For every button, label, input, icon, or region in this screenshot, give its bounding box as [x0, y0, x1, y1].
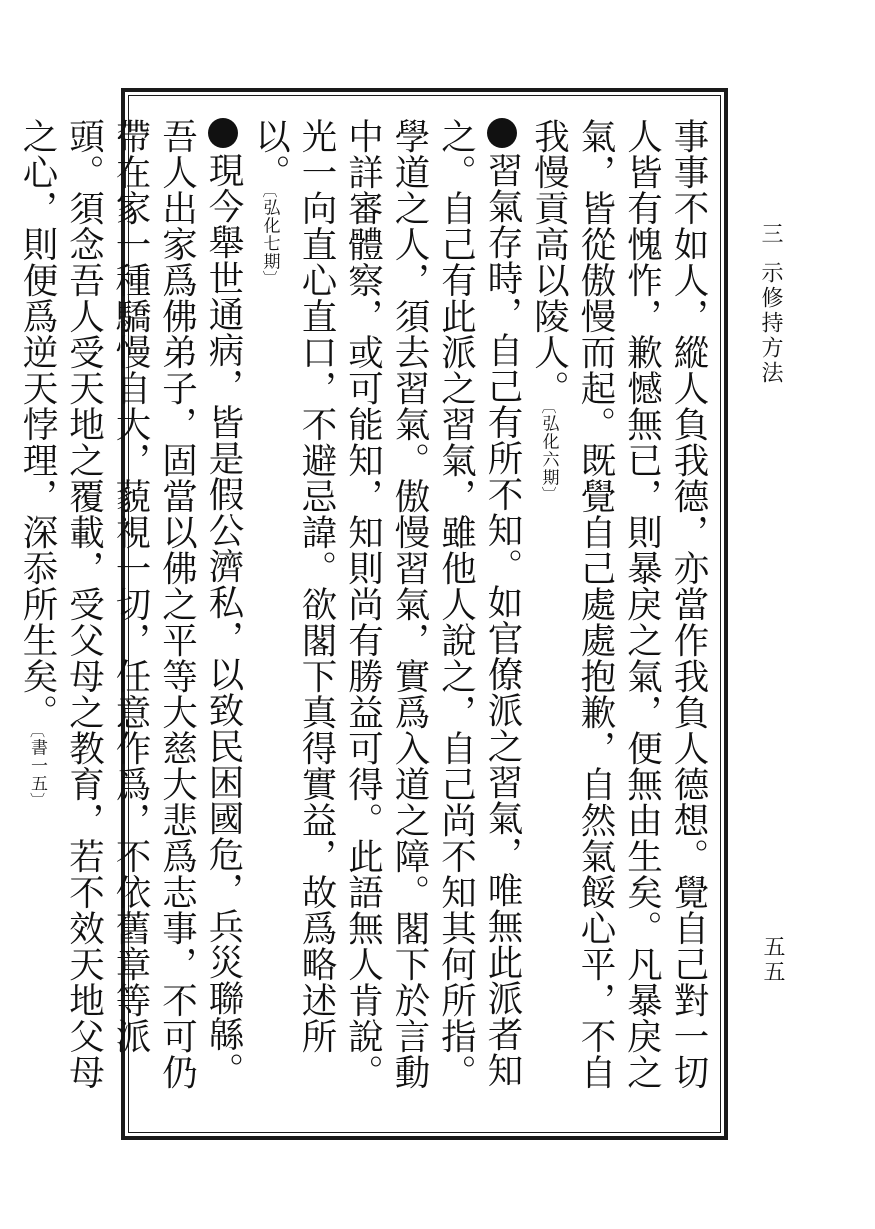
citation-1: 〔弘化六期〕 — [538, 406, 559, 503]
bullet-dot-icon — [208, 118, 238, 148]
page-number: 五五 — [760, 935, 785, 985]
paragraph-2 — [246, 118, 525, 1123]
paragraph-3-text: 現今舉世通病，皆是假公濟私，以致民困國危，兵災聯緜。吾人出家爲佛弟子，固當以佛之平等大慈大悲爲志事，不可仍帶在家一種驕慢自大，藐視一切，任意作爲，不依舊章等派頭。須念吾人受天地之覆載，受父母之教育，若不效天地父母之心，則便爲逆天悖理，深忝所生矣。 — [17, 118, 244, 1090]
running-header — [755, 222, 786, 386]
bullet-dot-icon — [487, 118, 517, 148]
paragraph-2-text: 習氣存時，自己有所不知。如官僚派之習氣，唯無此派者知之。自己有此派之習氣，雖他人說之，自己尚不知其何所指。學道之人，須去習氣。傲慢習氣，實爲入道之障。閣下於言動中詳審體察，或可能知，知則尚有勝益可得。此語無人肯說。光一向直心直口，不避忌諱。欲閣下真得實益，故爲略述所以。 — [249, 118, 523, 1090]
paragraph-1 — [525, 118, 711, 1123]
main-text-column — [17, 118, 711, 1123]
citation-1-text: 弘化六期 — [538, 414, 559, 487]
chapter-title: 示修持方法 — [758, 261, 783, 386]
citation-3: 〔書一五〕 — [27, 730, 47, 809]
chapter-number: 三 — [758, 222, 783, 247]
citation-3-text: 書一五 — [27, 738, 47, 793]
paragraph-3 — [14, 118, 247, 1123]
citation-2-text: 弘化七期 — [259, 198, 280, 271]
citation-2: 〔弘化七期〕 — [259, 190, 280, 287]
paragraph-1-text: 事事不如人，縱人負我德，亦當作我負人德想。覺自己對一切人皆有愧怍，歉憾無已，則暴戾之氣，便無由生矣。凡暴戾之氣，皆從傲慢而起。既覺自己處處抱歉，自然氣餒心平，不自我慢貢高以陵人。 — [528, 118, 709, 1090]
